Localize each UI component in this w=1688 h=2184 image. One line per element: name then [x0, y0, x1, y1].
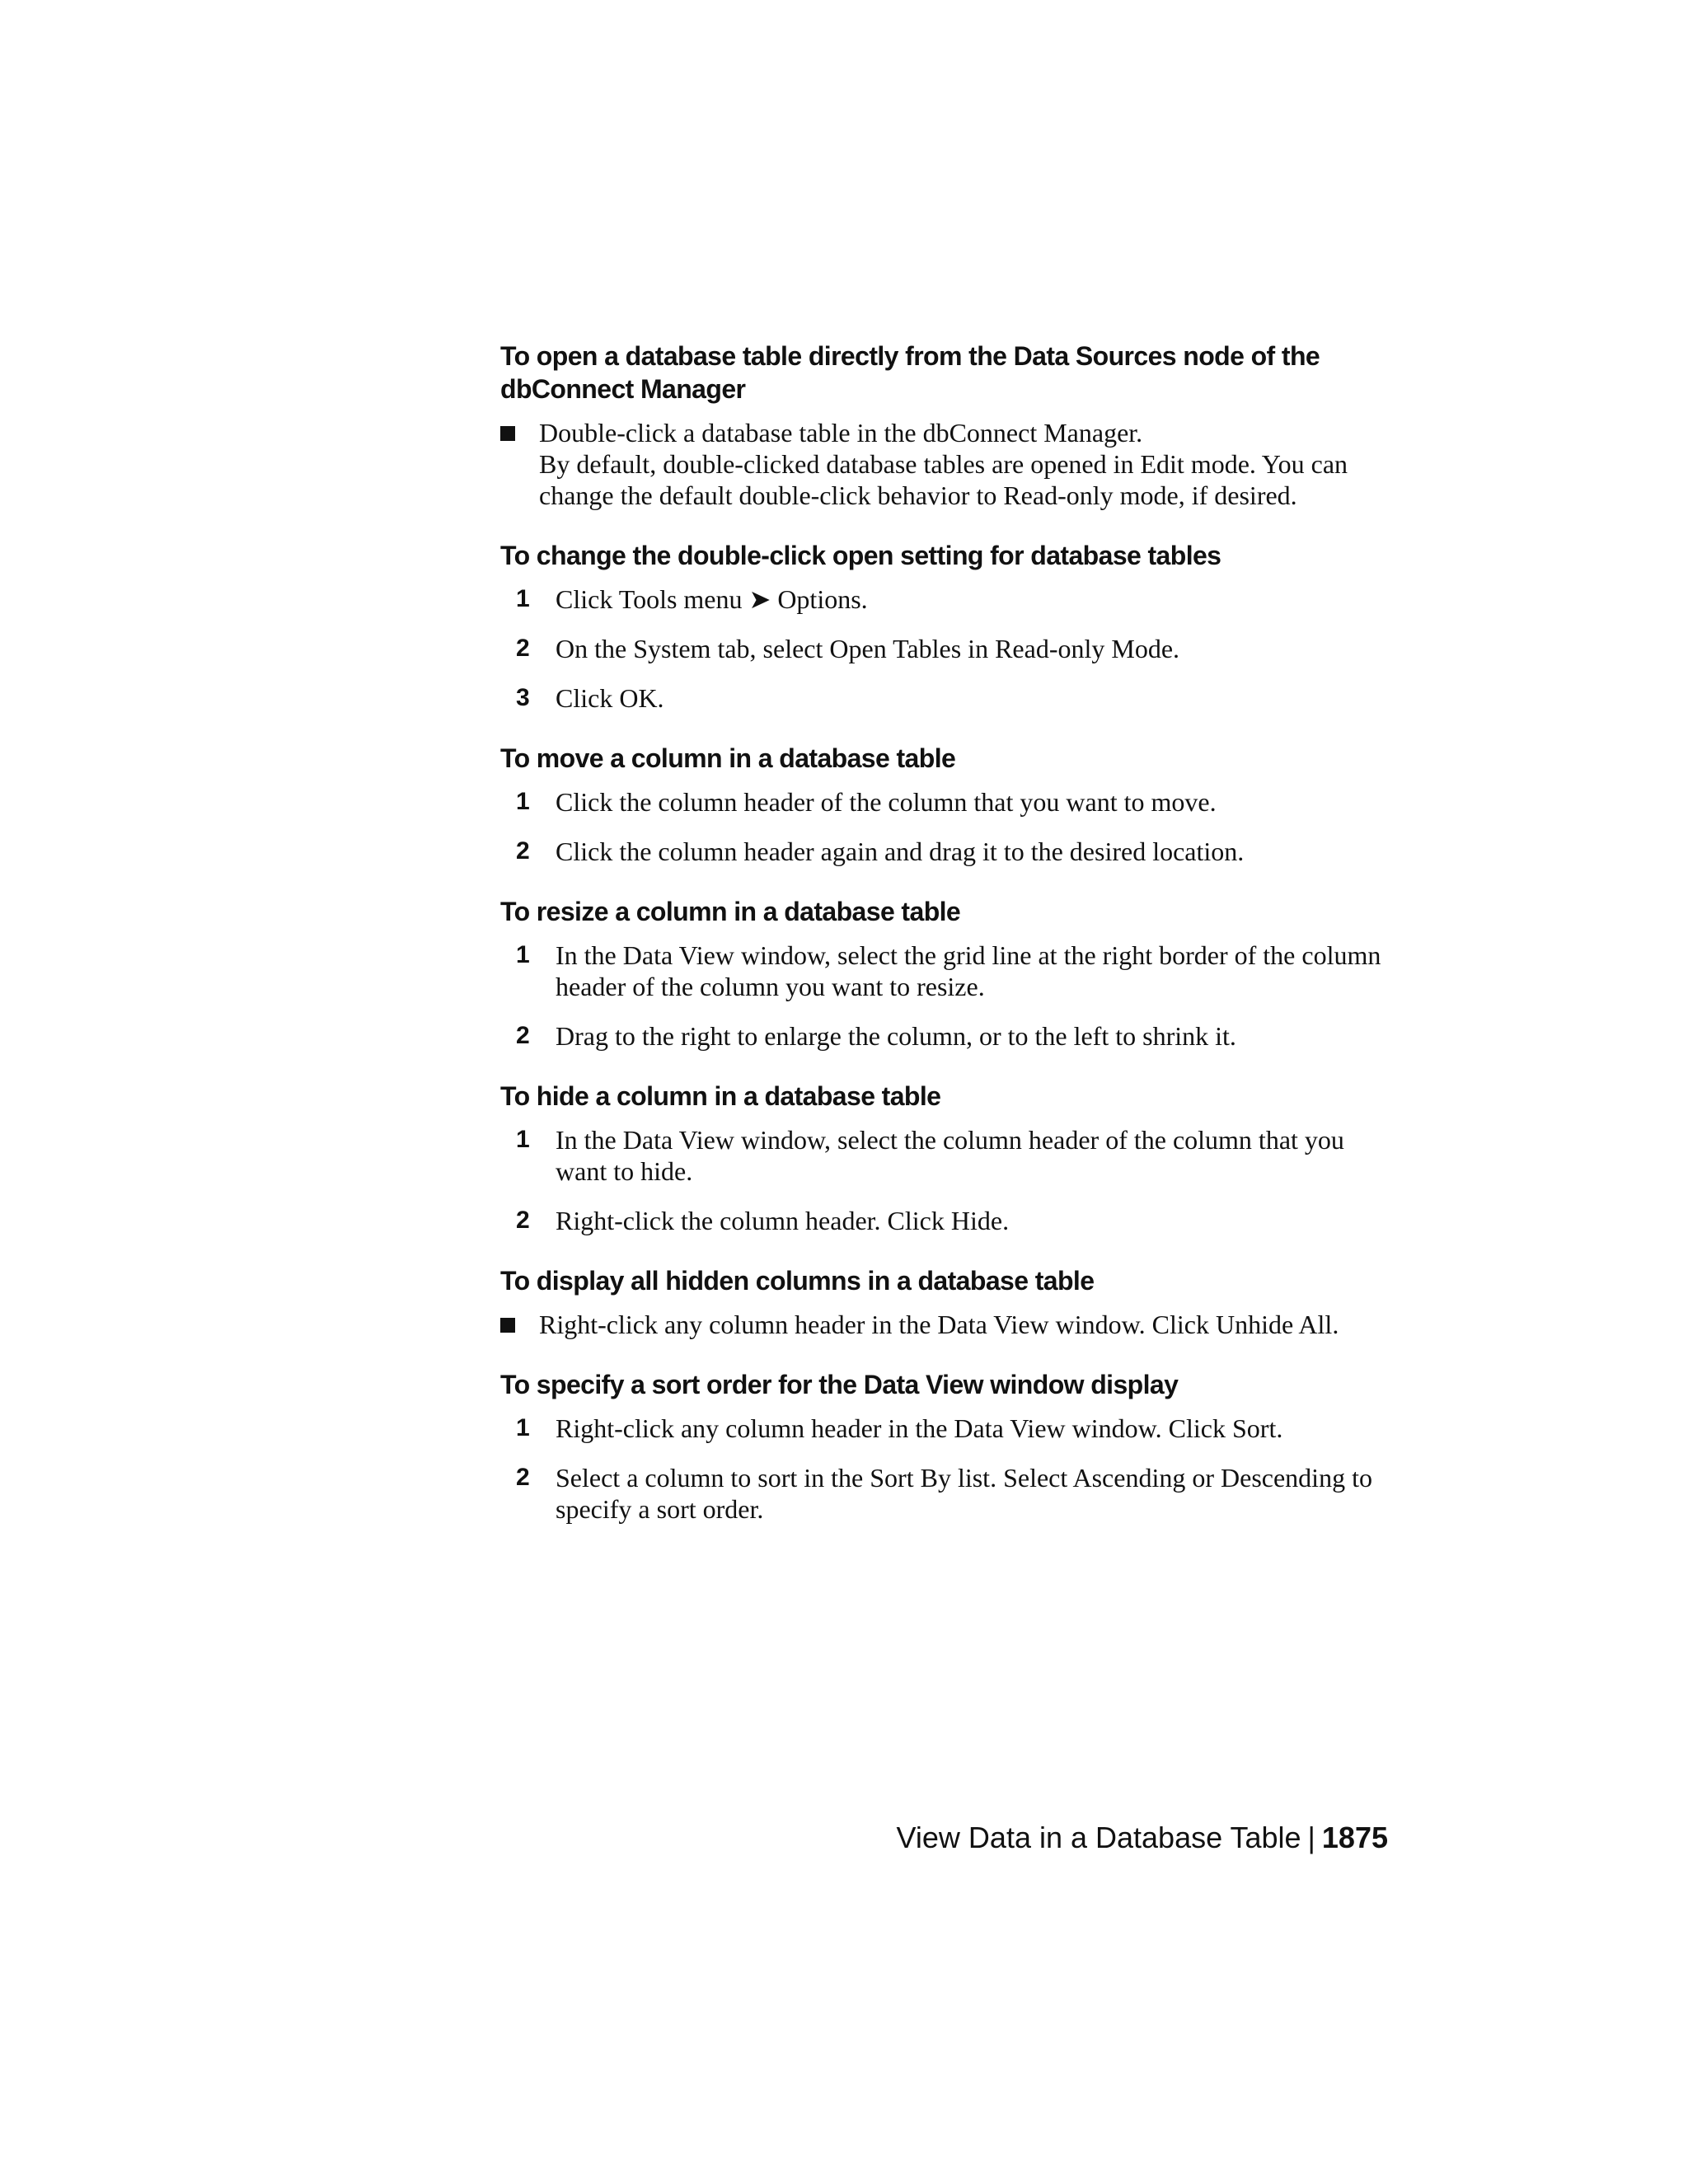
step-text: Right-click the column header. Click Hide.	[556, 1206, 1010, 1235]
square-bullet-icon	[500, 426, 515, 441]
step-item	[500, 1462, 1390, 1525]
step-item	[500, 836, 1390, 867]
section-open-table	[500, 340, 1390, 511]
step-item	[500, 682, 1390, 714]
step-item	[500, 633, 1390, 664]
section-move-column	[500, 742, 1390, 867]
section-double-click-setting	[500, 539, 1390, 714]
step-number: 1	[516, 585, 530, 612]
step-item	[500, 1020, 1390, 1052]
step-item	[500, 1124, 1390, 1187]
step-text: Click the column header again and drag it to the desired location.	[556, 837, 1245, 866]
step-number: 1	[516, 788, 530, 815]
page-footer	[897, 1820, 1388, 1856]
section-unhide-columns	[500, 1264, 1390, 1340]
section-heading: To display all hidden columns in a database table	[500, 1266, 1095, 1296]
step-number: 3	[516, 684, 530, 711]
step-text: In the Data View window, select the grid line at the right border of the column header of the column you want to resize.	[556, 940, 1381, 1001]
section-heading: To hide a column in a database table	[500, 1081, 941, 1111]
step-number: 1	[516, 1414, 530, 1441]
step-number: 2	[516, 1464, 530, 1491]
step-number: 2	[516, 1207, 530, 1234]
step-text: Drag to the right to enlarge the column, or to the left to shrink it.	[556, 1021, 1236, 1051]
section-sort-order	[500, 1368, 1390, 1525]
step-text: Select a column to sort in the Sort By list. Select Ascending or Descending to specify a sort order.	[556, 1463, 1372, 1524]
square-bullet-icon	[500, 1318, 515, 1333]
step-number: 1	[516, 1126, 530, 1153]
bullet-text: Double-click a database table in the dbConnect Manager.	[539, 418, 1143, 448]
step-item	[500, 1205, 1390, 1236]
step-text: Click Tools menu ➤ Options.	[556, 584, 868, 614]
bullet-text: Right-click any column header in the Data View window. Click Unhide All.	[539, 1310, 1339, 1339]
section-hide-column	[500, 1080, 1390, 1236]
bullet-note: By default, double-clicked database tables are opened in Edit mode. You can change the default double-click behavior to Read-only mode, if desired.	[539, 449, 1348, 510]
step-number: 2	[516, 635, 530, 662]
step-item	[500, 940, 1390, 1002]
section-heading: To resize a column in a database table	[500, 897, 961, 926]
bullet-item	[500, 1309, 1390, 1340]
section-resize-column	[500, 895, 1390, 1052]
step-number: 2	[516, 1022, 530, 1049]
section-heading: To open a database table directly from the Data Sources node of the dbConnect Manager	[500, 341, 1320, 404]
step-item	[500, 1413, 1390, 1444]
step-text: Right-click any column header in the Data View window. Click Sort.	[556, 1413, 1283, 1443]
bullet-item	[500, 417, 1390, 511]
step-text: On the System tab, select Open Tables in Read-only Mode.	[556, 634, 1180, 663]
step-item	[500, 786, 1390, 818]
page-content	[500, 340, 1390, 1553]
step-number: 1	[516, 941, 530, 968]
footer-title: View Data in a Database Table	[896, 1821, 1301, 1854]
page-number: 1875	[1321, 1821, 1388, 1854]
section-heading: To move a column in a database table	[500, 743, 956, 773]
step-text: In the Data View window, select the column header of the column that you want to hide.	[556, 1125, 1344, 1186]
step-number: 2	[516, 837, 530, 865]
step-text: Click OK.	[556, 683, 664, 713]
step-text: Click the column header of the column that you want to move.	[556, 787, 1217, 817]
section-heading: To change the double-click open setting for database tables	[500, 541, 1221, 570]
footer-separator: |	[1307, 1821, 1315, 1854]
section-heading: To specify a sort order for the Data View window display	[500, 1370, 1179, 1399]
step-item	[500, 583, 1390, 615]
